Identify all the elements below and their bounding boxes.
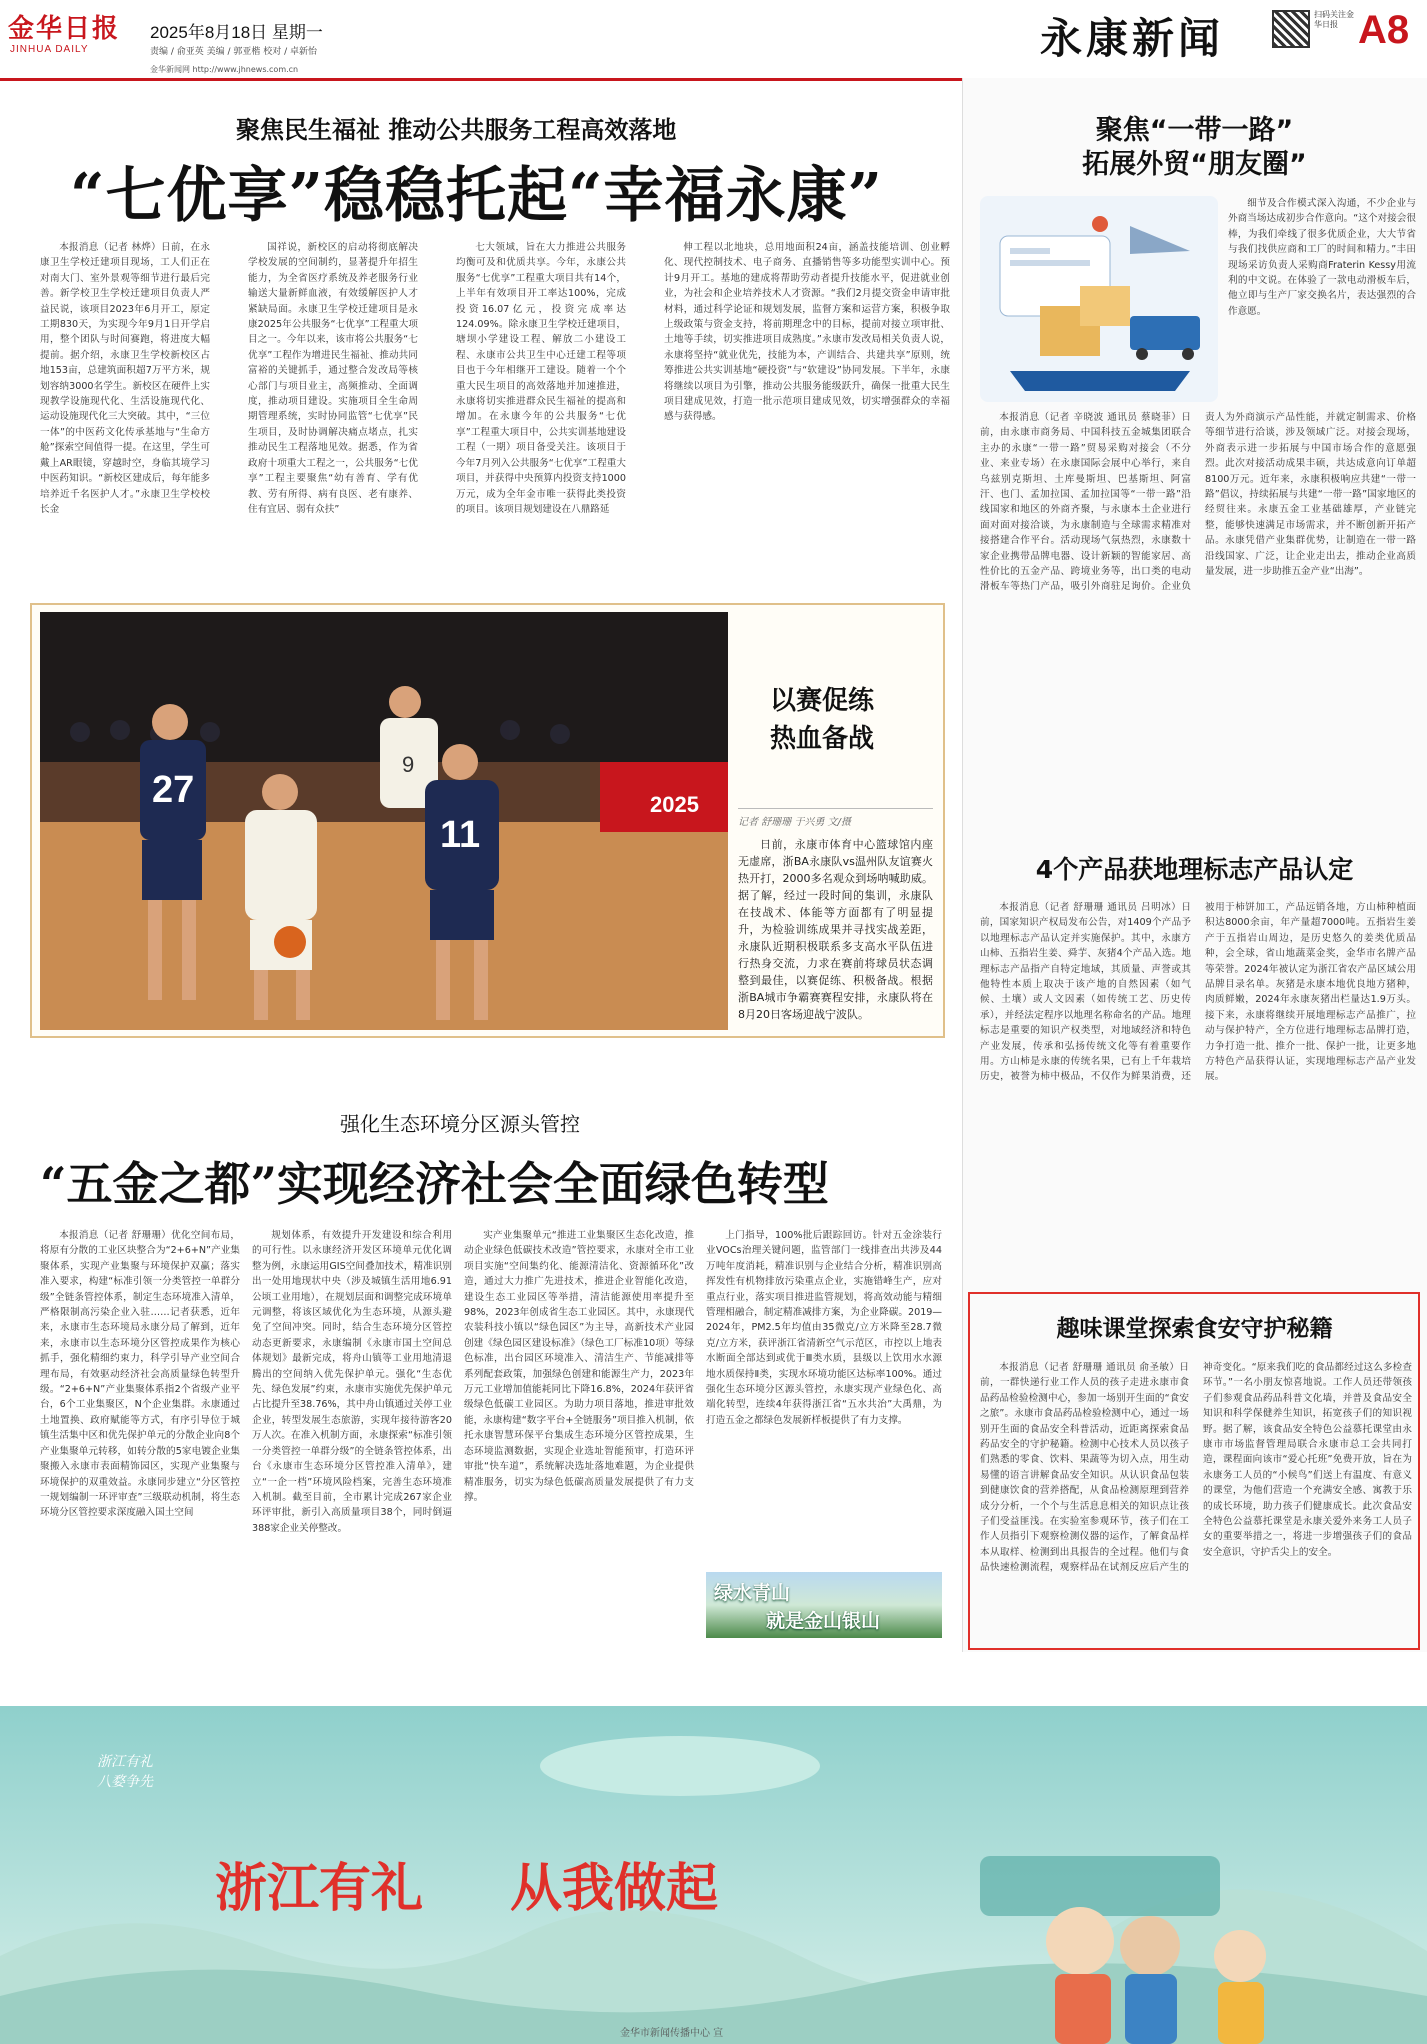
- jersey-number-11: 11: [440, 814, 481, 856]
- gi-paragraph: 本报消息（记者 舒珊珊 通讯员 吕明冰）日前，国家知识产权局发布公告，对1409个产品予以地理标志产品认定并实施保护。其中，永康方山柿、五指岩生姜、舜芋、灰猪4个产品入选。地理标志产品指产自特定地域，其质量、声誉或其他特性本质上取决于该产地的自然因素（如气候、土壤）或人文因素（如传统工艺、历史传承），并经法定程序以地理名称命名的产品。地理标志是重要的知识产权类型，对地域经济和特色产业发展，传承和弘扬传统文化等有着重要作用。方山柿是永康的传统名果，已有上千年栽培历史，被誉为柿中极品，不仅作为鲜果消费，还被用于柿饼加工，产品远销各地，方山柿种植面积达8000余亩，年产量超7000吨。五指岩生姜产于五指岩山周边，是历史悠久的姜类优质品种，会全球，省山地蔬菜金奖，金华市名牌产品等荣誉。2024年被认定为浙江省农产品区域公用品牌目录名单。灰猪是永康本地优良地方猪种，肉质鲜嫩，2024年永康灰猪出栏量达1.9万头。接下来，永康将继续开展地理标志产品推广，拉动与保护特产，全方位进行地理标志品牌打造，力争打造一批、推介一批、保护一批，让更多地方特色产品获得认证，实现地理标志产品产业发展。: [980, 902, 1416, 1083]
- lead-column-4: [664, 240, 950, 590]
- dateline: 2025年8月18日 星期一: [150, 23, 323, 42]
- eco-landscape-photo: [706, 1572, 942, 1638]
- trade-body: [980, 410, 1416, 845]
- eco-paragraph: 规划体系，有效提升开发建设和综合利用的可行性。以永康经济开发区环境单元优化调整为例，永康运用GIS空间叠加技术，精准识别出一处用地现状中央（涉及城镇生活用地6.91公顷工业用地），在规划层面和调整完成环境单元调整，将该区域优化为生态环境，从源头避免了空间冲突。同时，结合生态环境分区管控动态更新要求，永康编制《永康市国土空间总体规划》最新完成，将舟山镇等工业用地清退腾出的空间纳入优先保护单元。强化“生态优先、绿色发展”约束，永康市实施优先保护单元占比提升至38.76%，其中舟山镇通过关停工业企业，转型发展生态旅游，实现年接待游客20万人次。在准入机制方面，永康探索“标准引领一分类管控一单群分级”的全链条管控体系，出台《永康市生态环境分区管控准入清单》，建立“一企一档”环境风险档案，完善生态环境准入机制。截至目前，全市累计完成267家企业环评审批，新引入高质量项目38个，同时倒逼388家企业关停整改。: [252, 1230, 452, 1534]
- banner-logo-line2: 八婺争先: [97, 1774, 153, 1790]
- lead-headline: “七优享”稳稳托起“幸福永康”: [70, 161, 884, 231]
- arena-board-text: 2025: [650, 792, 699, 817]
- eco-column-3: [464, 1228, 694, 1638]
- banner-slogan-b: 从我做起: [510, 1858, 719, 1919]
- section-title: 永康新闻: [1040, 14, 1225, 63]
- lead-paragraph: 国祥说，新校区的启动将彻底解决学校发展的空间制约，显著提升年招生能力，为全省医疗系统及养老服务行业输送大量新鲜血液，有效缓解医护人才紧缺局面。永康卫生学校迁建项目是永康2025年公共服务“七优享”工程重大项目之一。今年以来，该市将公共服务“七优享”工程作为增进民生福祉、推动共同富裕的关键抓手，通过整合发改局等核心部门与项目业主，高频推动、全面调度，推动项目建设。实施项目全生命周期管理系统，实时协同监管“七优享”民生项目，及时协调解决痛点堵点，扎实推动民生工程落地见效。据悉，作为省政府十项重大工程之一，公共服务“七优享”工程主要聚焦“幼有善育、学有优教、劳有所得、病有良医、老有康养、住有宜居、弱有众扶”: [248, 242, 418, 515]
- editor-credits: 责编 / 俞亚英 美编 / 郭亚楷 校对 / 卓新怡: [150, 47, 317, 57]
- logistics-icon: [980, 196, 1218, 402]
- jersey-number-9: 9: [402, 752, 415, 777]
- lead-paragraph: 本报消息（记者 林烨）日前，在永康卫生学校迁建项目现场，工人们正在对南大门、室外景观等细节进行最后完善。新学校卫生学校迁建项目负责人严益民说，该项目2023年6月开工，原定工期830天，为实现今年9月1日开学启用，整个团队与时间赛跑，将进度大幅提前。据介绍，永康卫生学校新校区占地153亩，总建筑面积超7万平方米，规划容纳3000名学生。新校区在硬件上实现教学设施现代化、生活设施现代化、运动设施现代化三大突破。其中，“三位一体”的中医药文化传承基地与“生命方舱”探索空间值得一提。在这里，学生可戴上AR眼镜，穿越时空，身临其境学习中医药知识。“新校区建成后，每年能多培养近千名医护人才。”永康卫生学校校长金: [40, 242, 210, 515]
- lead-column-3: [456, 240, 626, 590]
- trade-kicker: 聚焦“一带一路”: [1095, 115, 1294, 146]
- public-service-banner: [0, 1706, 1427, 2044]
- website-link[interactable]: 金华新闻网 http://www.jhnews.com.cn: [150, 65, 299, 74]
- food-headline: 趣味课堂探索食安守护秘籍: [1056, 1316, 1333, 1342]
- eco-column-2: [252, 1228, 452, 1638]
- eco-paragraph: 实产业集聚单元“推进工业集聚区生态化改造，推动企业绿色低碳技术改造”管控要求，永康对全市工业项目实施“空间集约化、能源清洁化、资源循环化”改造，通过大力推广先进技术，推进企业智能化改造，建设生态工业园区等举措，清洁能源使用率提升至98%，2023年创成省生态工业园区。其中，永康现代农装科技小镇以“绿色园区”为主导，高新技术产业园创建《绿色园区建设标准》（绿色工厂标准10项）等绿色标准，出台园区环境准入、清洁生产、节能减排等系列配套政策，加强绿色创建和能源生产力，2023年万元工业增加值能耗同比下降16.8%，2024年获评省级绿色低碳工业园区。为助力项目落地，推进审批效能，永康构建“数字平台+全链服务”项目推入机制，依托永康智慧环保平台集成生态环境分区管控成果，生态环境监测数据，实现企业选址智能预审，打造环评审批“快车道”，系统解决选址落地难题，为企业提供精准服务，切实为绿色低碳高质量发展提供了有力支撑。: [464, 1230, 694, 1503]
- eco-headline: “五金之都”实现经济社会全面绿色转型: [40, 1157, 829, 1211]
- eco-paragraph: 上门指导，100%批后跟踪回访。针对五金涂装行业VOCs治理关键问题，监管部门一线排查出共涉及44万吨年度消耗，精准识别与企业结合分析，精准识别高挥发性有机物排放污染重点企业，实施错峰生产，应对重点行业，落实项目推进监管规划，将高效动能与精细管理相融合，制定精准减排方案，为企业降碳。2019—2024年，PM2.5年均值由35微克/立方米降至28.7微克/立方米，获评浙江省清新空气示范区，市控以上地表水断面全部达到或优于Ⅲ类水质，县级以上饮用水水源地水质保持Ⅱ类，实现水环境功能区达标率100%。通过强化生态环境分区源头管控，永康实现产业绿色化、高端化转型，连续4年获得浙江省“五水共治”大禹鼎，为打造五金之都绿色发展新样板提供了有力支撑。: [706, 1230, 942, 1426]
- photo-story-title-2: 热血备战: [770, 724, 875, 754]
- eco-column-4: [706, 1228, 942, 1568]
- trade-paragraph: 本报消息（记者 辛晓波 通讯员 蔡晓菲）日前，由永康市商务局、中国科技五金城集团联合主办的永康“一带一路”贸易采购对接会（不分业、来业专场）在永康国际会展中心举行，来自乌兹别克斯坦、土库曼斯坦、巴基斯坦、阿富汗、也门、孟加拉国、孟加拉国等“一带一路”沿线国家和地区的外商齐聚，与永康本土企业进行面对面对接洽谈，为永康制造与全球需求精准对接搭建合作平台。活动现场气氛热烈，永康数十家企业携带品牌电器、设计新颖的智能家居、高性价比的五金产品、跨境业务等，出口类的电动滑板车等热门产品，吸引外商驻足询价。企业负责人为外商演示产品性能，并就定制需求、价格等细节进行洽谈，涉及领域广泛。对接会现场，外商表示进一步拓展与中国市场合作的意愿强烈。此次对接活动成果丰硕，共达成意向订单超8100万元。近年来，永康积极响应共建“一带一路”倡议，持续拓展与共建“一带一路”国家地区的经贸往来。永康五金工业基础雄厚，产业链完整，能够快速满足市场需求，并不断创新开拓产品。永康凭借产业集群优势，让制造在一带一路沿线国家、广泛，让企业走出去，推动企业高质量发展，进一步助推五金产业“出海”。: [980, 412, 1416, 593]
- eco-kicker: 强化生态环境分区源头管控: [340, 1112, 580, 1136]
- eco-slogan-2: 就是金山银山: [766, 1610, 881, 1632]
- banner-logo: [70, 1751, 180, 1791]
- trade-intro-paragraph: 细节及合作模式深入沟通，不少企业与外商当场达成初步合作意向。“这个对接会很棒，为我们牵线了很多优质企业，大大节省与我们找供应商和工厂的时间和精力。”丰田现场采访负责人采购商Fraterin Kessy用流利的中文说。在体验了一款电动滑板车后，他立即与生产厂家交换名片，表达强烈的合作意愿。: [1228, 198, 1416, 317]
- eco-slogan-1: 绿水青山: [714, 1582, 791, 1604]
- trade-intro: [1228, 196, 1416, 402]
- banner-logo-line1: 浙江有礼: [97, 1754, 153, 1770]
- basketball-photo[interactable]: [40, 612, 728, 1030]
- banner-slogan-a: 浙江有礼: [215, 1858, 424, 1919]
- trade-headline: 拓展外贸“朋友圈”: [1082, 149, 1307, 180]
- photo-credit: 记者 舒珊珊 于兴勇 文/摄: [738, 808, 933, 828]
- banner-footer: 金华市新闻传播中心 宣: [620, 2028, 724, 2039]
- lead-column-2: [248, 240, 418, 590]
- basketball-scene-illustration: [40, 612, 728, 1030]
- newspaper-logo-english: JINHUA DAILY: [10, 44, 89, 55]
- photo-story-body: [738, 836, 933, 1026]
- gi-headline: 4个产品获地理标志产品认定: [1035, 855, 1354, 884]
- lead-paragraph: 七大领域，旨在大力推进公共服务均衡可及和优质共享。今年，永康公共服务“七优享”工程重大项目共有14个，上半年有效项目开工率达100%，完成投资16.07亿元，投资完成率达124.09%。除永康卫生学校迁建项目，塘坝小学建设工程、解放二小建设工程、永康市公共卫生中心迁建工程等项目也于今年相继开工建设。随着一个个重大民生项目的高效落地并加速推进，永康将切实推进群众民生福祉的提高和增加。在永康今年的公共服务“七优享”工程重大项目中，公共实训基地建设工程（一期）项目备受关注。该项目于今年7月列入公共服务“七优享”工程重大项目，并获得中央预算内投资支持1000万元，成为全年金市唯一获得此类投资的项目。该项目规划建设在八鼎路延: [456, 242, 626, 515]
- lead-column-1: [40, 240, 210, 590]
- food-body: [980, 1360, 1412, 1642]
- page-number: A8: [1358, 8, 1410, 52]
- lead-kicker: 聚焦民生福祉 推动公共服务工程高效落地: [236, 116, 677, 144]
- food-paragraph: 本报消息（记者 舒珊珊 通讯员 俞圣敏）日前，一群快递行业工作人员的孩子走进永康市食品药品检验检测中心，参加一场别开生面的“食安之旅”。永康市食品药品检验检测中心，通过一场别开生面的食品安全科普活动，近距离探索食品药品安全的守护秘籍。检测中心技术人员以孩子们熟悉的零食、饮料、果蔬等为切入点，用生动易懂的语言讲解食品安全知识。从认识食品包装到健康饮食的营养搭配，从食品检测原理到营养成分分析，一个个与生活息息相关的知识点让孩子们受益匪浅。在实验室参观环节，孩子们在工作人员指引下观察检测仪器的运作，了解食品样本从取样、检测到出具报告的全过程。他们与食品快速检测流程，观察样品在试剂反应后产生的神奇变化。“原来我们吃的食品都经过这么多检查环节。”一名小朋友惊喜地说。工作人员还带领孩子们参观食品药品科普文化墙，并普及食品安全知识和科学保健养生知识，拓宽孩子们的知识视野。据了解，该食品安全特色公益慕托课堂由永康市市场监督管理局联合永康市总工会共同打造，课程面向该市“爱心托班”免费开放，旨在为永康务工人员的“小候鸟”们送上有温度、有意义的课堂，为他们营造一个充满安全感、寓教于乐的成长环境，助力孩子们健康成长。此次食品安全特色公益慕托课堂是永康关爱外来务工人员子女的重要举措之一，将进一步增强孩子们的食品安全意识，守护舌尖上的安全。: [980, 1362, 1412, 1574]
- eco-paragraph: 本报消息（记者 舒珊珊）优化空间布局，将原有分散的工业区块整合为“2+6+N”产业集聚体系，实现产业集聚与环境保护双赢；落实准入要求，构建“标准引领一分类管控一单群分级”全链条管控体系，制定生态环境准入清单，严格限制高污染企业入驻……记者获悉，近年来，永康市生态环境局永康分局了解到，近年来，永康市以生态环境分区管控成果作为核心抓手，强化精细约束力，科学引导产业空间合理布局，有效驱动经济社会高质量绿色转型升级。“2+6+N”产业集聚体系指2个省级产业平台，6个工业集聚区，N个企业集群。永康通过土地置换、政府赋能等方式，有序引导位于城镇生活集中区和优先保护单元的分散企业向8个产业集聚单元转移，如转分散的5家电镀企业集聚搬入永康市表面精饰园区，实现产业集聚与环境保护的双重效益。永康同步建立“分区管控一规划编制一环评审查”三级联动机制，将生态环境分区管控要求深度融入国土空间: [40, 1230, 240, 1519]
- photo-story-title-1: 以赛促练: [770, 686, 875, 716]
- eco-column-1: [40, 1228, 240, 1638]
- photo-story-paragraph: 日前，永康市体育中心篮球馆内座无虚席，浙BA永康队vs温州队友谊赛火热开打，2000多名观众到场呐喊助威。据了解，经过一段时间的集训，永康队在技战术、体能等方面都有了明显提升，为检验训练成果并寻找实战差距，永康队近期积极联系多支高水平队伍进行热身交流，力求在赛前将球员状态调整到最佳，以赛促练、积极备战。根据浙BA城市争霸赛赛程安排，永康队将在8月20日客场迎战宁波队。: [738, 838, 933, 1021]
- qr-caption: 扫码关注金华日报: [1314, 10, 1354, 29]
- qr-code-icon[interactable]: [1272, 10, 1310, 48]
- masthead: [0, 0, 1427, 74]
- trade-illustration: [980, 196, 1218, 402]
- lead-paragraph: 伸工程以北地块，总用地面积24亩，涵盖技能培训、创业孵化、现代控制技术、电子商务、直播销售等多功能型实训中心。预计9月开工。基地的建成将帮助劳动者提升技能水平，促进就业创业，为社会和企业培养技术人才资源。“我们2月提交资金申请审批材料，通过科学论证和规划发展，监督方案和运营方案，积极争取上级政策与资金支持，将前期理念中的目标，提前对接立项审批、土地等手续，切实推进项目成熟度。”永康市发改局相关负责人说，永康将坚持“就业优先，技能为本，产训结合、共建共享”原则，统筹推进公共实训基地“硬投资”与“软建设”协同发展。下半年，永康将继续以项目为引擎，推动公共服务能级跃升，确保一批重大民生项目建成见效，打造一批示范项目建成见效，切实增强群众的幸福感与获得感。: [664, 242, 950, 423]
- gi-body: [980, 900, 1416, 1285]
- newspaper-logo: 金华日报: [8, 14, 121, 44]
- jersey-number-27: 27: [152, 769, 195, 811]
